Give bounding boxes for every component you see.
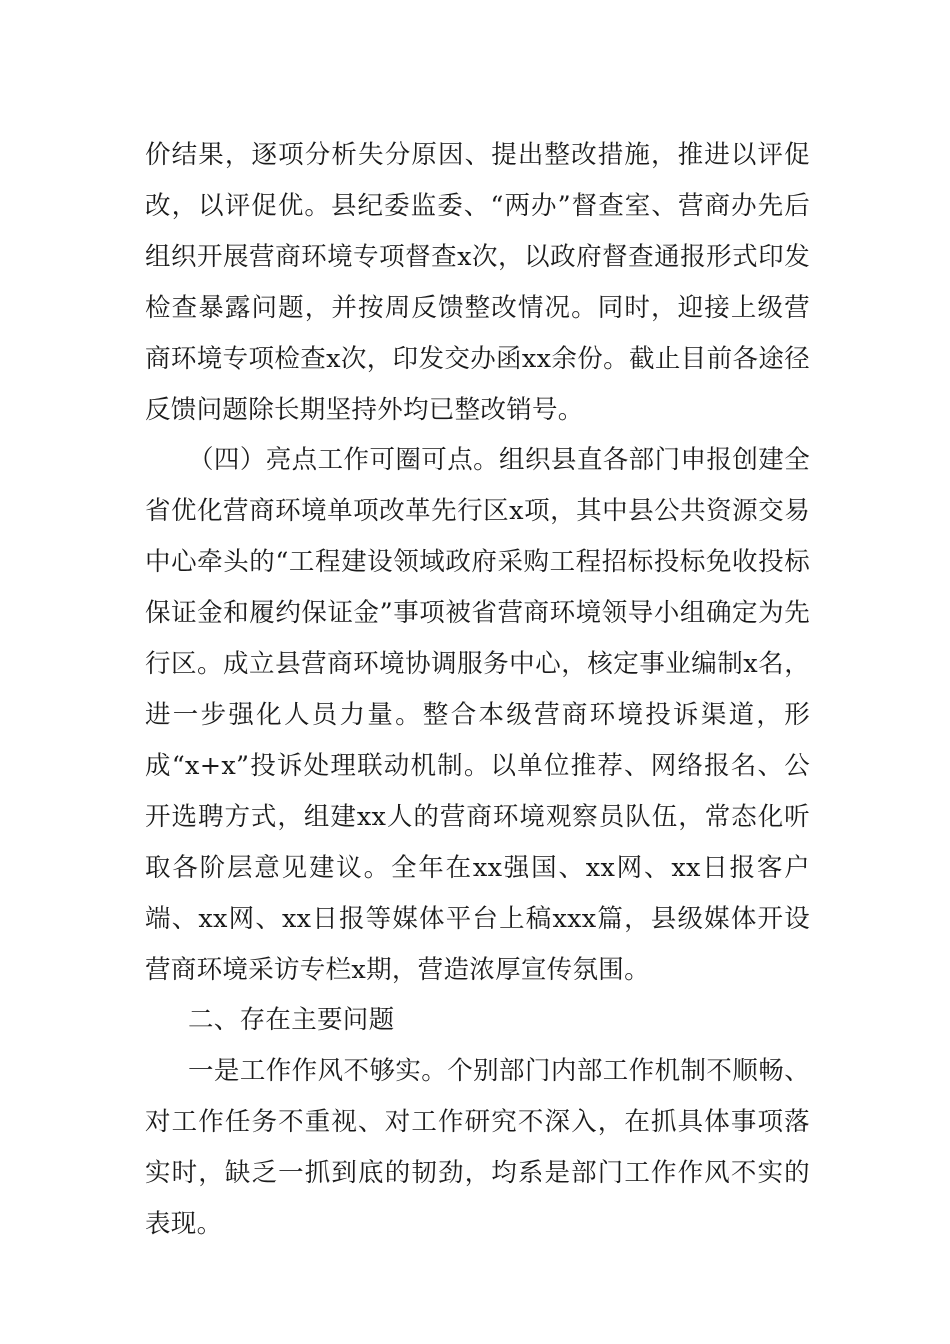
document-body <box>145 130 810 1250</box>
paragraph-continuation: 价结果，逐项分析失分原因、提出整改措施，推进以评促改，以评促优。县纪委监委、“两办”督查室、营商办先后组织开展营商环境专项督查x次，以政府督查通报形式印发检查暴露问题，并按周反馈整改情况。同时，迎接上级营商环境专项检查x次，印发交办函xx余份。截止目前各途径反馈问题除长期坚持外均已整改销号。 <box>145 140 810 425</box>
paragraph-work-style: 一是工作作风不够实。个别部门内部工作机制不顺畅、对工作任务不重视、对工作研究不深入，在抓具体事项落实时，缺乏一抓到底的韧劲，均系是部门工作作风不实的表现。 <box>145 1056 810 1240</box>
paragraph-highlights: （四）亮点工作可圈可点。组织县直各部门申报创建全省优化营商环境单项改革先行区x项，其中县公共资源交易中心牵头的“工程建设领域政府采购工程招标投标免收投标保证金和履约保证金”事项被省营商环境领导小组确定为先行区。成立县营商环境协调服务中心，核定事业编制x名，进一步强化人员力量。整合本级营商环境投诉渠道，形成“x+x”投诉处理联动机制。以单位推荐、网络报名、公开选聘方式，组建xx人的营商环境观察员队伍，常态化听取各阶层意见建议。全年在xx强国、xx网、xx日报客户端、xx网、xx日报等媒体平台上稿xxx篇，县级媒体开设营商环境采访专栏x期，营造浓厚宣传氛围。 <box>145 445 810 985</box>
section-heading-problems: 二、存在主要问题 <box>188 1005 395 1036</box>
